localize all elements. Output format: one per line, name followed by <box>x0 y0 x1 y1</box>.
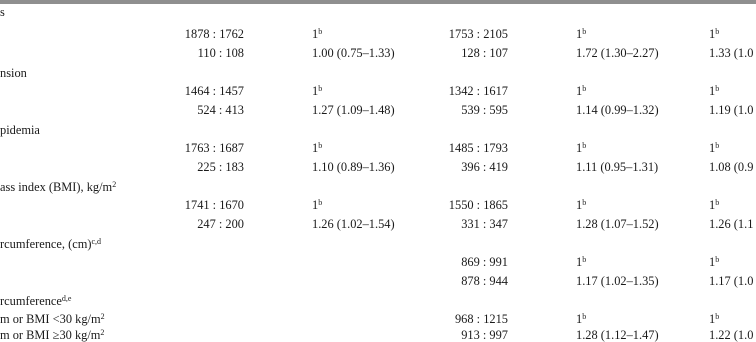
cell-or-ci: 1.19 (1.0 <box>709 103 754 117</box>
cell-cases-controls: 1741 : 1670 <box>184 198 244 212</box>
cell-or: 1$^b$ <box>709 198 720 212</box>
cell-cases-controls: 110 : 108 <box>197 46 244 60</box>
cell-or: 1$^b$ <box>709 27 720 41</box>
cell-cases-controls: 913 : 997 <box>461 328 508 342</box>
cell-or-ci: 1.26 (1.02–1.54) <box>312 217 395 231</box>
cell-or: 1$^b$ <box>576 312 587 326</box>
cell-cases-controls: 225 : 183 <box>197 160 244 174</box>
row-sublabel: m or BMI ≥30 $kg/m^2$ <box>0 328 105 342</box>
cell-or-ci: 1.11 (0.95–1.31) <box>576 160 659 174</box>
cell-or-ci: 1.00 (0.75–1.33) <box>312 46 395 60</box>
cell-or: 1$^b$ <box>576 27 587 41</box>
header-fragment: s <box>0 5 5 19</box>
cell-or-ci: 1.28 (1.12–1.47) <box>576 328 659 342</box>
row-sublabel: m or BMI <30 $kg/m^2$ <box>0 312 105 326</box>
cell-or-ci: 1.17 (1.02–1.35) <box>576 274 659 288</box>
row-label: pidemia <box>0 123 40 137</box>
cell-or: 1$^b$ <box>312 141 323 155</box>
row-label: rcumference, (cm)$^{c,d}$ <box>0 237 102 251</box>
cell-or: 1$^b$ <box>312 27 323 41</box>
cell-cases-controls: 1342 : 1617 <box>448 84 508 98</box>
cell-or-ci: 1.10 (0.89–1.36) <box>312 160 395 174</box>
row-label: rcumference$^{d,e}$ <box>0 294 72 308</box>
cell-or-ci: 1.26 (1.1 <box>709 217 754 231</box>
cell-cases-controls: 524 : 413 <box>197 103 244 117</box>
cell-cases-controls: 1878 : 1762 <box>184 27 244 41</box>
cell-or: 1$^b$ <box>312 84 323 98</box>
cell-or: 1$^b$ <box>709 255 720 269</box>
cell-or-ci: 1.17 (1.0 <box>709 274 754 288</box>
cell-or-ci: 1.33 (1.0 <box>709 46 754 60</box>
cell-cases-controls: 869 : 991 <box>461 255 508 269</box>
cell-or: 1$^b$ <box>576 141 587 155</box>
cell-or: 1$^b$ <box>576 84 587 98</box>
cell-cases-controls: 539 : 595 <box>461 103 508 117</box>
cell-or-ci: 1.14 (0.99–1.32) <box>576 103 659 117</box>
cell-cases-controls: 878 : 944 <box>461 274 508 288</box>
cell-or-ci: 1.27 (1.09–1.48) <box>312 103 395 117</box>
cell-cases-controls: 396 : 419 <box>461 160 508 174</box>
cell-or: 1$^b$ <box>312 198 323 212</box>
cell-cases-controls: 968 : 1215 <box>454 312 508 326</box>
cell-cases-controls: 1485 : 1793 <box>448 141 508 155</box>
table-top-rule <box>0 0 756 4</box>
cell-or-ci: 1.72 (1.30–2.27) <box>576 46 659 60</box>
cell-or: 1$^b$ <box>709 312 720 326</box>
cell-or: 1$^b$ <box>576 255 587 269</box>
cell-or-ci: 1.08 (0.9 <box>709 160 754 174</box>
cell-or: 1$^b$ <box>576 198 587 212</box>
cell-cases-controls: 1753 : 2105 <box>448 27 508 41</box>
cell-or-ci: 1.22 (1.0 <box>709 328 754 342</box>
cell-or: 1$^b$ <box>709 141 720 155</box>
cell-or: 1$^b$ <box>709 84 720 98</box>
cell-cases-controls: 1763 : 1687 <box>184 141 244 155</box>
cell-cases-controls: 1550 : 1865 <box>448 198 508 212</box>
row-label: nsion <box>0 66 27 80</box>
cell-cases-controls: 128 : 107 <box>461 46 508 60</box>
cell-cases-controls: 1464 : 1457 <box>184 84 244 98</box>
row-label: ass index (BMI), $kg/m^2$ <box>0 180 117 194</box>
cell-cases-controls: 331 : 347 <box>461 217 508 231</box>
cell-or-ci: 1.28 (1.07–1.52) <box>576 217 659 231</box>
cell-cases-controls: 247 : 200 <box>197 217 244 231</box>
